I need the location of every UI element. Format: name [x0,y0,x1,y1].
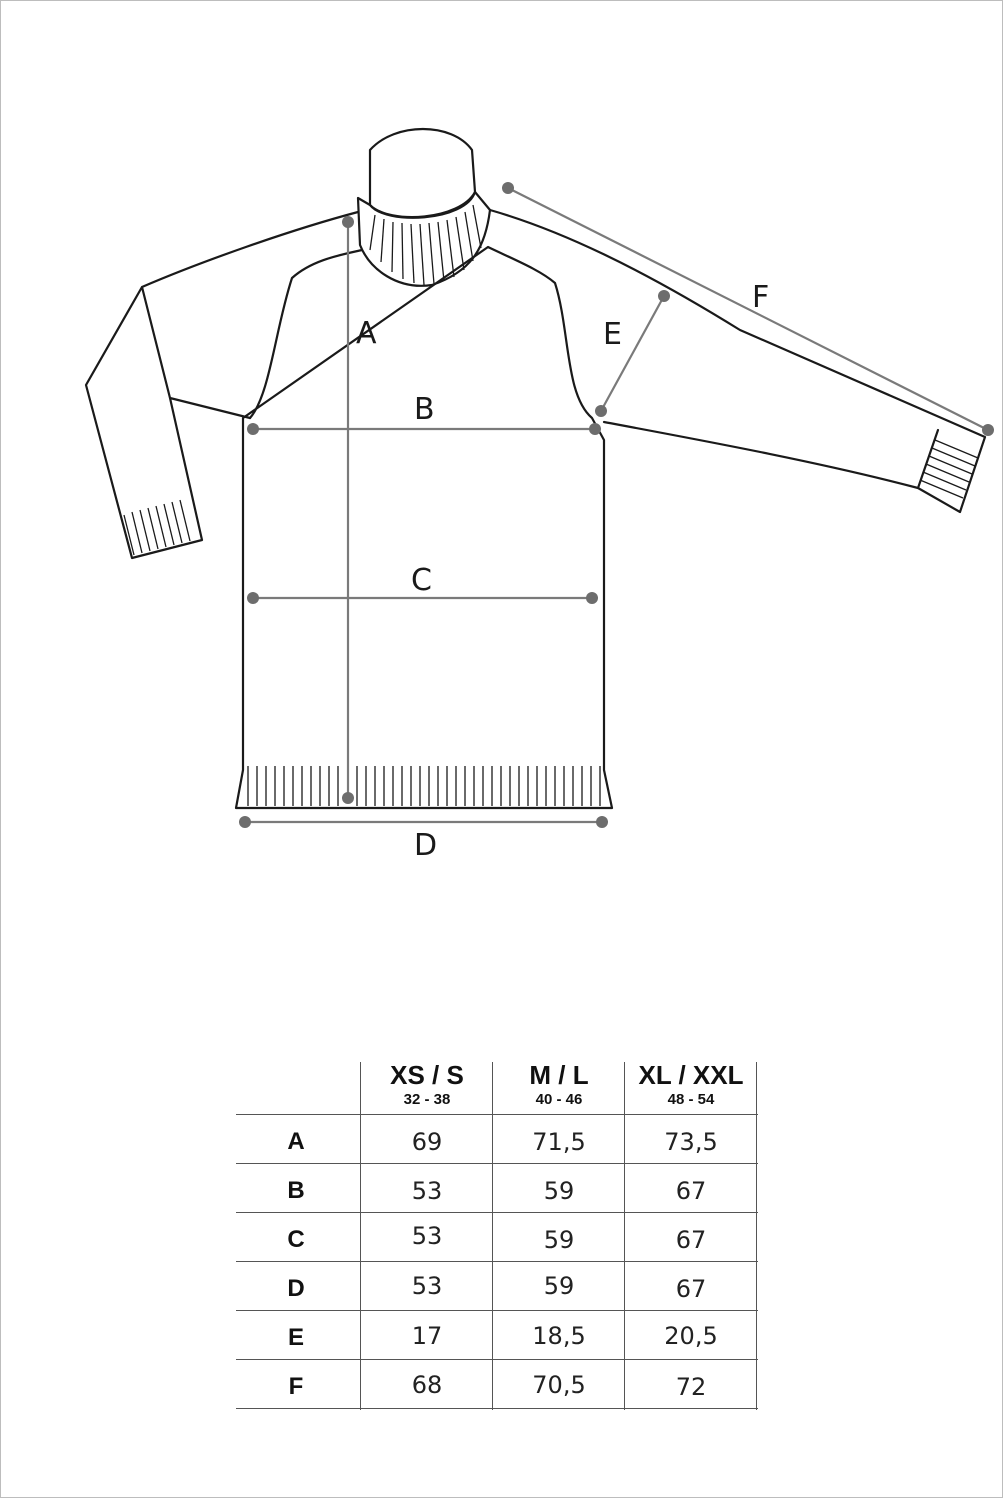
measure-a-line [342,216,354,804]
table-cell: 70,5 [532,1371,586,1399]
table-cell: 53 [411,1222,443,1250]
table-cell: 59 [543,1226,575,1254]
row-label-c: C [287,1226,305,1253]
size-chart-table [236,1062,758,1410]
row-divider [236,1212,758,1213]
collar-outline [370,129,475,217]
header-size-m-l [494,1062,624,1108]
row-label-b: B [287,1177,305,1204]
label-d: D [414,828,438,863]
row-label-f: F [288,1373,304,1400]
label-a: A [356,316,377,351]
measure-d-line [239,816,608,828]
label-b: B [414,392,435,427]
row-divider [236,1114,758,1115]
hem-rib-strokes [248,766,600,806]
row-divider [236,1163,758,1164]
label-e: E [603,317,622,352]
header-size-xs-s [362,1062,492,1108]
table-cell: 68 [411,1371,443,1399]
label-f: F [752,280,770,315]
row-divider [236,1310,758,1311]
row-label-d: D [287,1275,305,1302]
body-outline [236,247,612,808]
row-divider [236,1408,758,1409]
table-cell: 18,5 [532,1322,586,1350]
right-sleeve-outline [490,210,985,512]
table-cell: 53 [411,1177,443,1205]
table-cell: 59 [543,1177,575,1205]
table-cell: 53 [411,1272,443,1300]
table-cell: 67 [675,1226,707,1254]
table-cell: 59 [543,1272,575,1300]
size-name: M / L [529,1060,589,1090]
measure-e-line [595,290,670,417]
row-divider [236,1261,758,1262]
table-cell: 67 [675,1275,707,1303]
size-range: 48 - 54 [667,1091,715,1108]
size-name: XS / S [390,1060,464,1090]
row-label-a: A [287,1128,305,1155]
table-cell: 69 [411,1128,443,1156]
size-name: XL / XXL [638,1060,744,1090]
label-c: C [411,563,432,598]
table-cell: 72 [675,1373,707,1401]
table-cell: 73,5 [664,1128,718,1156]
collar-ribbing [358,192,490,286]
row-divider [236,1359,758,1360]
row-label-e: E [287,1324,304,1351]
table-cell: 71,5 [532,1128,586,1156]
size-range: 32 - 38 [403,1091,451,1108]
header-size-xl-xxl [626,1062,756,1108]
left-sleeve-outline [86,212,358,558]
table-cell: 67 [675,1177,707,1205]
measure-f-line [502,182,994,436]
table-cell: 20,5 [664,1322,718,1350]
size-range: 40 - 46 [535,1091,583,1108]
right-cuff-rib-strokes [920,440,978,498]
table-cell: 17 [411,1322,443,1350]
